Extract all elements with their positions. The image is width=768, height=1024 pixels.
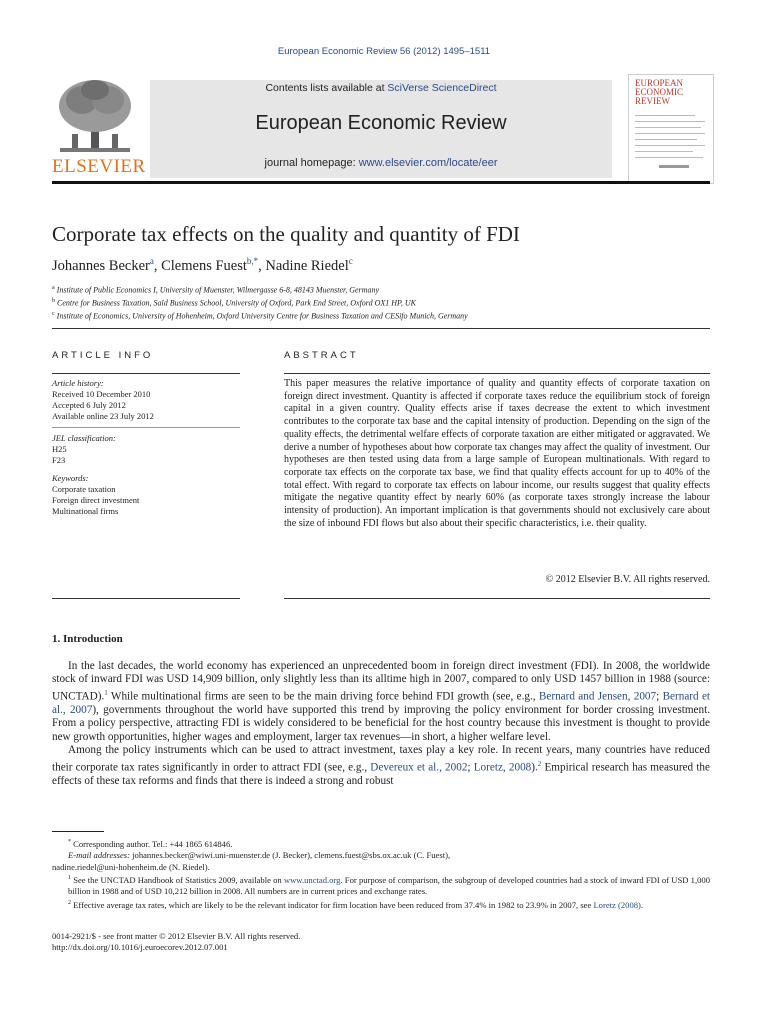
- doi-link[interactable]: http://dx.doi.org/10.1016/j.euroecorev.2012.07.001: [52, 942, 228, 953]
- author-list: [52, 256, 353, 275]
- email-label: E-mail addresses:: [68, 850, 133, 861]
- intro-paragraph: [52, 744, 710, 788]
- cover-line: [635, 121, 705, 122]
- cover-logo-mark: [659, 165, 689, 168]
- body-text: ;: [656, 690, 663, 703]
- journal-header: [52, 74, 710, 186]
- intro-paragraph: [52, 660, 710, 744]
- affiliation: [52, 309, 468, 322]
- citation-link[interactable]: Bernard et al., 2007: [52, 690, 711, 716]
- info-rule: [52, 373, 240, 374]
- page-bottom-info: [52, 931, 300, 954]
- cover-line: [635, 127, 701, 128]
- cover-line: [635, 139, 697, 140]
- footnote-marker[interactable]: 2: [537, 759, 542, 768]
- author-name: Clemens Fuest: [161, 257, 247, 274]
- footnote-1: [52, 873, 710, 898]
- info-divider: [52, 427, 240, 428]
- keywords: [52, 473, 240, 517]
- email-note: [52, 850, 710, 861]
- author-separator: ,: [153, 257, 162, 274]
- footnote-text: Effective average tax rates, which are likely to be the relevant indicator for firm location have been reduced from 37.4% in 1982 to 23.9% in 2007, see: [71, 899, 594, 910]
- body-text: ).: [531, 761, 538, 774]
- footnote-mark: *: [68, 839, 71, 845]
- elsevier-wordmark: ELSEVIER: [52, 156, 146, 177]
- journal-banner: [150, 80, 612, 178]
- body-text: ;: [467, 761, 474, 774]
- article-info-heading: ARTICLE INFO: [52, 350, 154, 361]
- body-text: In the last decades, the world economy has experienced an unprecedented boom in foreign direct investment (FDI). In 2008, the worldwide stock of inward FDI was USD 14,909 billion, only slightly less than its alltime high in 2007, compared to only USD 1457 billion in 1988 (source: UNCTAD).: [52, 660, 710, 703]
- elsevier-logo: [52, 76, 146, 180]
- body-text: Empirical research has measured the effects of these tax reforms and finds that there is indeed a strong and robust: [52, 761, 710, 787]
- footnote-marker[interactable]: 1: [104, 688, 108, 697]
- abstract-heading: ABSTRACT: [284, 350, 359, 361]
- jel-code: H25: [52, 444, 67, 454]
- keyword: Foreign direct investment: [52, 495, 140, 505]
- contents-line: [150, 82, 612, 94]
- cover-title: EUROPEAN ECONOMIC REVIEW: [635, 78, 684, 106]
- affil-mark: c: [52, 311, 55, 318]
- history-label: Article history:: [52, 378, 104, 388]
- cover-line: [635, 115, 695, 116]
- footnote-mark: 1: [68, 875, 71, 882]
- journal-citation[interactable]: European Economic Review 56 (2012) 1495–1511: [277, 46, 491, 57]
- jel-label: JEL classification:: [52, 433, 116, 443]
- cover-line: [635, 157, 703, 158]
- author-name: Nadine Riedel: [265, 257, 349, 274]
- citation-link[interactable]: Loretz, 2008: [473, 761, 532, 774]
- cover-line: [635, 145, 705, 146]
- keywords-label: Keywords:: [52, 473, 89, 483]
- author-affil-mark[interactable]: c: [348, 256, 353, 266]
- footnote-mark: 2: [68, 899, 71, 906]
- affiliation: [52, 296, 468, 309]
- sciencedirect-link[interactable]: SciVerse ScienceDirect: [387, 82, 497, 94]
- email-addresses[interactable]: nadine.riedel@uni-hohenheim.de (N. Riedel).: [52, 861, 210, 872]
- body-text: ), governments throughout the world have supported this trend by improving the policy environment for border crossing investment. From a policy perspective, attracting FDI is widely considered to be beneficial for the host country because this investment is thought to provide new growth opportunities, higher wages and employment, larger tax revenues—in short, a higher welfare level.: [52, 703, 711, 743]
- author-affil-mark[interactable]: a: [149, 256, 154, 266]
- homepage-line: [150, 157, 612, 169]
- footnote-rule: [52, 831, 104, 832]
- cover-line: [635, 133, 705, 134]
- article-title: Corporate tax effects on the quality and quantity of FDI: [52, 222, 520, 246]
- footnote-text: . For purpose of comparison, the subgroup of developed countries had a stock of inward FDI of USD 1,000 billion in 1988 and of USD 10,212 billion in 2008. All numbers are in current prices and exchange rates.: [68, 874, 710, 897]
- footnote-text: Corresponding author. Tel.: +44 1865 614846.: [71, 838, 233, 849]
- abstract-text: This paper measures the relative importance of quality and quantity effects of corporate taxation on foreign direct investment. Quantity is affected if corporate taxes reduce the equilibrium stock of foreign capital in a given country. Quality effects arise if taxes decrease the extent to which investment contributes to the corporate tax base and the capital intensity of production. Depending on the sign of the quality effects, the detrimental welfare effects of corporate taxation are either mitigated or aggravated. We derive a number of hypotheses about how corporate tax changes may affect the quality of investment. Our hypotheses are then tested using data from a large sample of European multinationals. With regard to corporate tax effects on the corporate tax base, we find that quality effects account for up to 40% of the total effect. With regard to corporate tax effects on labour income, our results suggest that quality effects mitigate the negative quantity effect by nearly 60% (as corporate taxes strongly increase the labour intensity of production). An important implication is that governments should not exclusively care about the size of inbound FDI flows but also about their specific characteristics, i.e. their quality.: [284, 378, 710, 529]
- issn-line: 0014-2921/$ - see front matter © 2012 Elsevier B.V. All rights reserved.: [52, 931, 301, 941]
- corresponding-author-note: [52, 837, 710, 850]
- homepage-label: journal homepage:: [264, 157, 359, 169]
- elsevier-tree-icon: [52, 76, 138, 156]
- affiliation: [52, 283, 468, 296]
- affil-text: Institute of Economics, University of Hohenheim, Oxford University Centre for Business Taxation and CESifo Munich, Germany: [56, 311, 468, 321]
- introduction-body: [52, 660, 710, 788]
- citation-link[interactable]: Loretz (2008): [593, 899, 641, 910]
- footnote-2: [52, 898, 710, 911]
- homepage-link[interactable]: www.elsevier.com/locate/eer: [358, 157, 498, 169]
- body-text: Among the policy instruments which can be used to attract investment, taxes play a key role. In recent years, many countries have reduced their corporate tax rates significantly in order to attract FDI (see, e.g.,: [52, 744, 710, 774]
- abstract-bottom-rule: [284, 598, 710, 599]
- info-bottom-rule: [52, 598, 240, 599]
- section-heading-introduction: 1. Introduction: [52, 633, 123, 645]
- affil-text: Institute of Public Economics I, University of Muenster, Wilmergasse 6-8, 48143 Muenster, Germany: [56, 285, 379, 295]
- keyword: Corporate taxation: [52, 484, 116, 494]
- citation-link[interactable]: Bernard and Jensen, 2007: [538, 690, 657, 703]
- keyword: Multinational firms: [52, 506, 119, 516]
- footnote-text: See the UNCTAD Handbook of Statistics 2009, available on: [71, 874, 284, 885]
- received-date: Received 10 December 2010: [52, 389, 151, 399]
- online-date: Available online 23 July 2012: [52, 411, 154, 421]
- contents-label: Contents lists available at: [265, 82, 388, 94]
- accepted-date: Accepted 6 July 2012: [52, 400, 126, 410]
- journal-cover-thumbnail: [628, 74, 714, 184]
- jel-classification: [52, 433, 240, 466]
- author-affil-mark[interactable]: b,*: [246, 256, 259, 266]
- author-name: Johannes Becker: [52, 257, 150, 274]
- abstract-copyright: © 2012 Elsevier B.V. All rights reserved.: [545, 574, 710, 585]
- section-rule: [52, 328, 710, 329]
- article-info: [52, 378, 240, 524]
- affil-text: Centre for Business Taxation, Saïd Business School, University of Oxford, Park End Street, Oxford OX1 HP, UK: [57, 298, 417, 308]
- body-text: While multinational firms are seen to be the main driving force behind FDI growth (see, e.g.,: [107, 690, 539, 703]
- abstract-rule: [284, 373, 710, 374]
- email-addresses[interactable]: johannes.becker@wiwi.uni-muenster.de (J. Becker), clemens.fuest@sbs.ox.ac.uk (C. Fuest),: [132, 850, 451, 861]
- unctad-link[interactable]: www.unctad.org: [283, 874, 341, 885]
- article-history: [52, 378, 240, 422]
- jel-code: F23: [52, 455, 66, 465]
- email-note-cont: [52, 862, 710, 873]
- affil-mark: b: [52, 298, 55, 305]
- affiliations: [52, 283, 468, 322]
- header-rule: [52, 181, 710, 184]
- journal-title: European Economic Review: [255, 112, 507, 134]
- author-separator: ,: [258, 257, 266, 274]
- citation-link[interactable]: Devereux et al., 2002: [370, 761, 468, 774]
- affil-mark: a: [52, 285, 55, 291]
- cover-line: [635, 151, 693, 152]
- footnote-text: .: [640, 899, 644, 910]
- footnotes: [52, 837, 710, 911]
